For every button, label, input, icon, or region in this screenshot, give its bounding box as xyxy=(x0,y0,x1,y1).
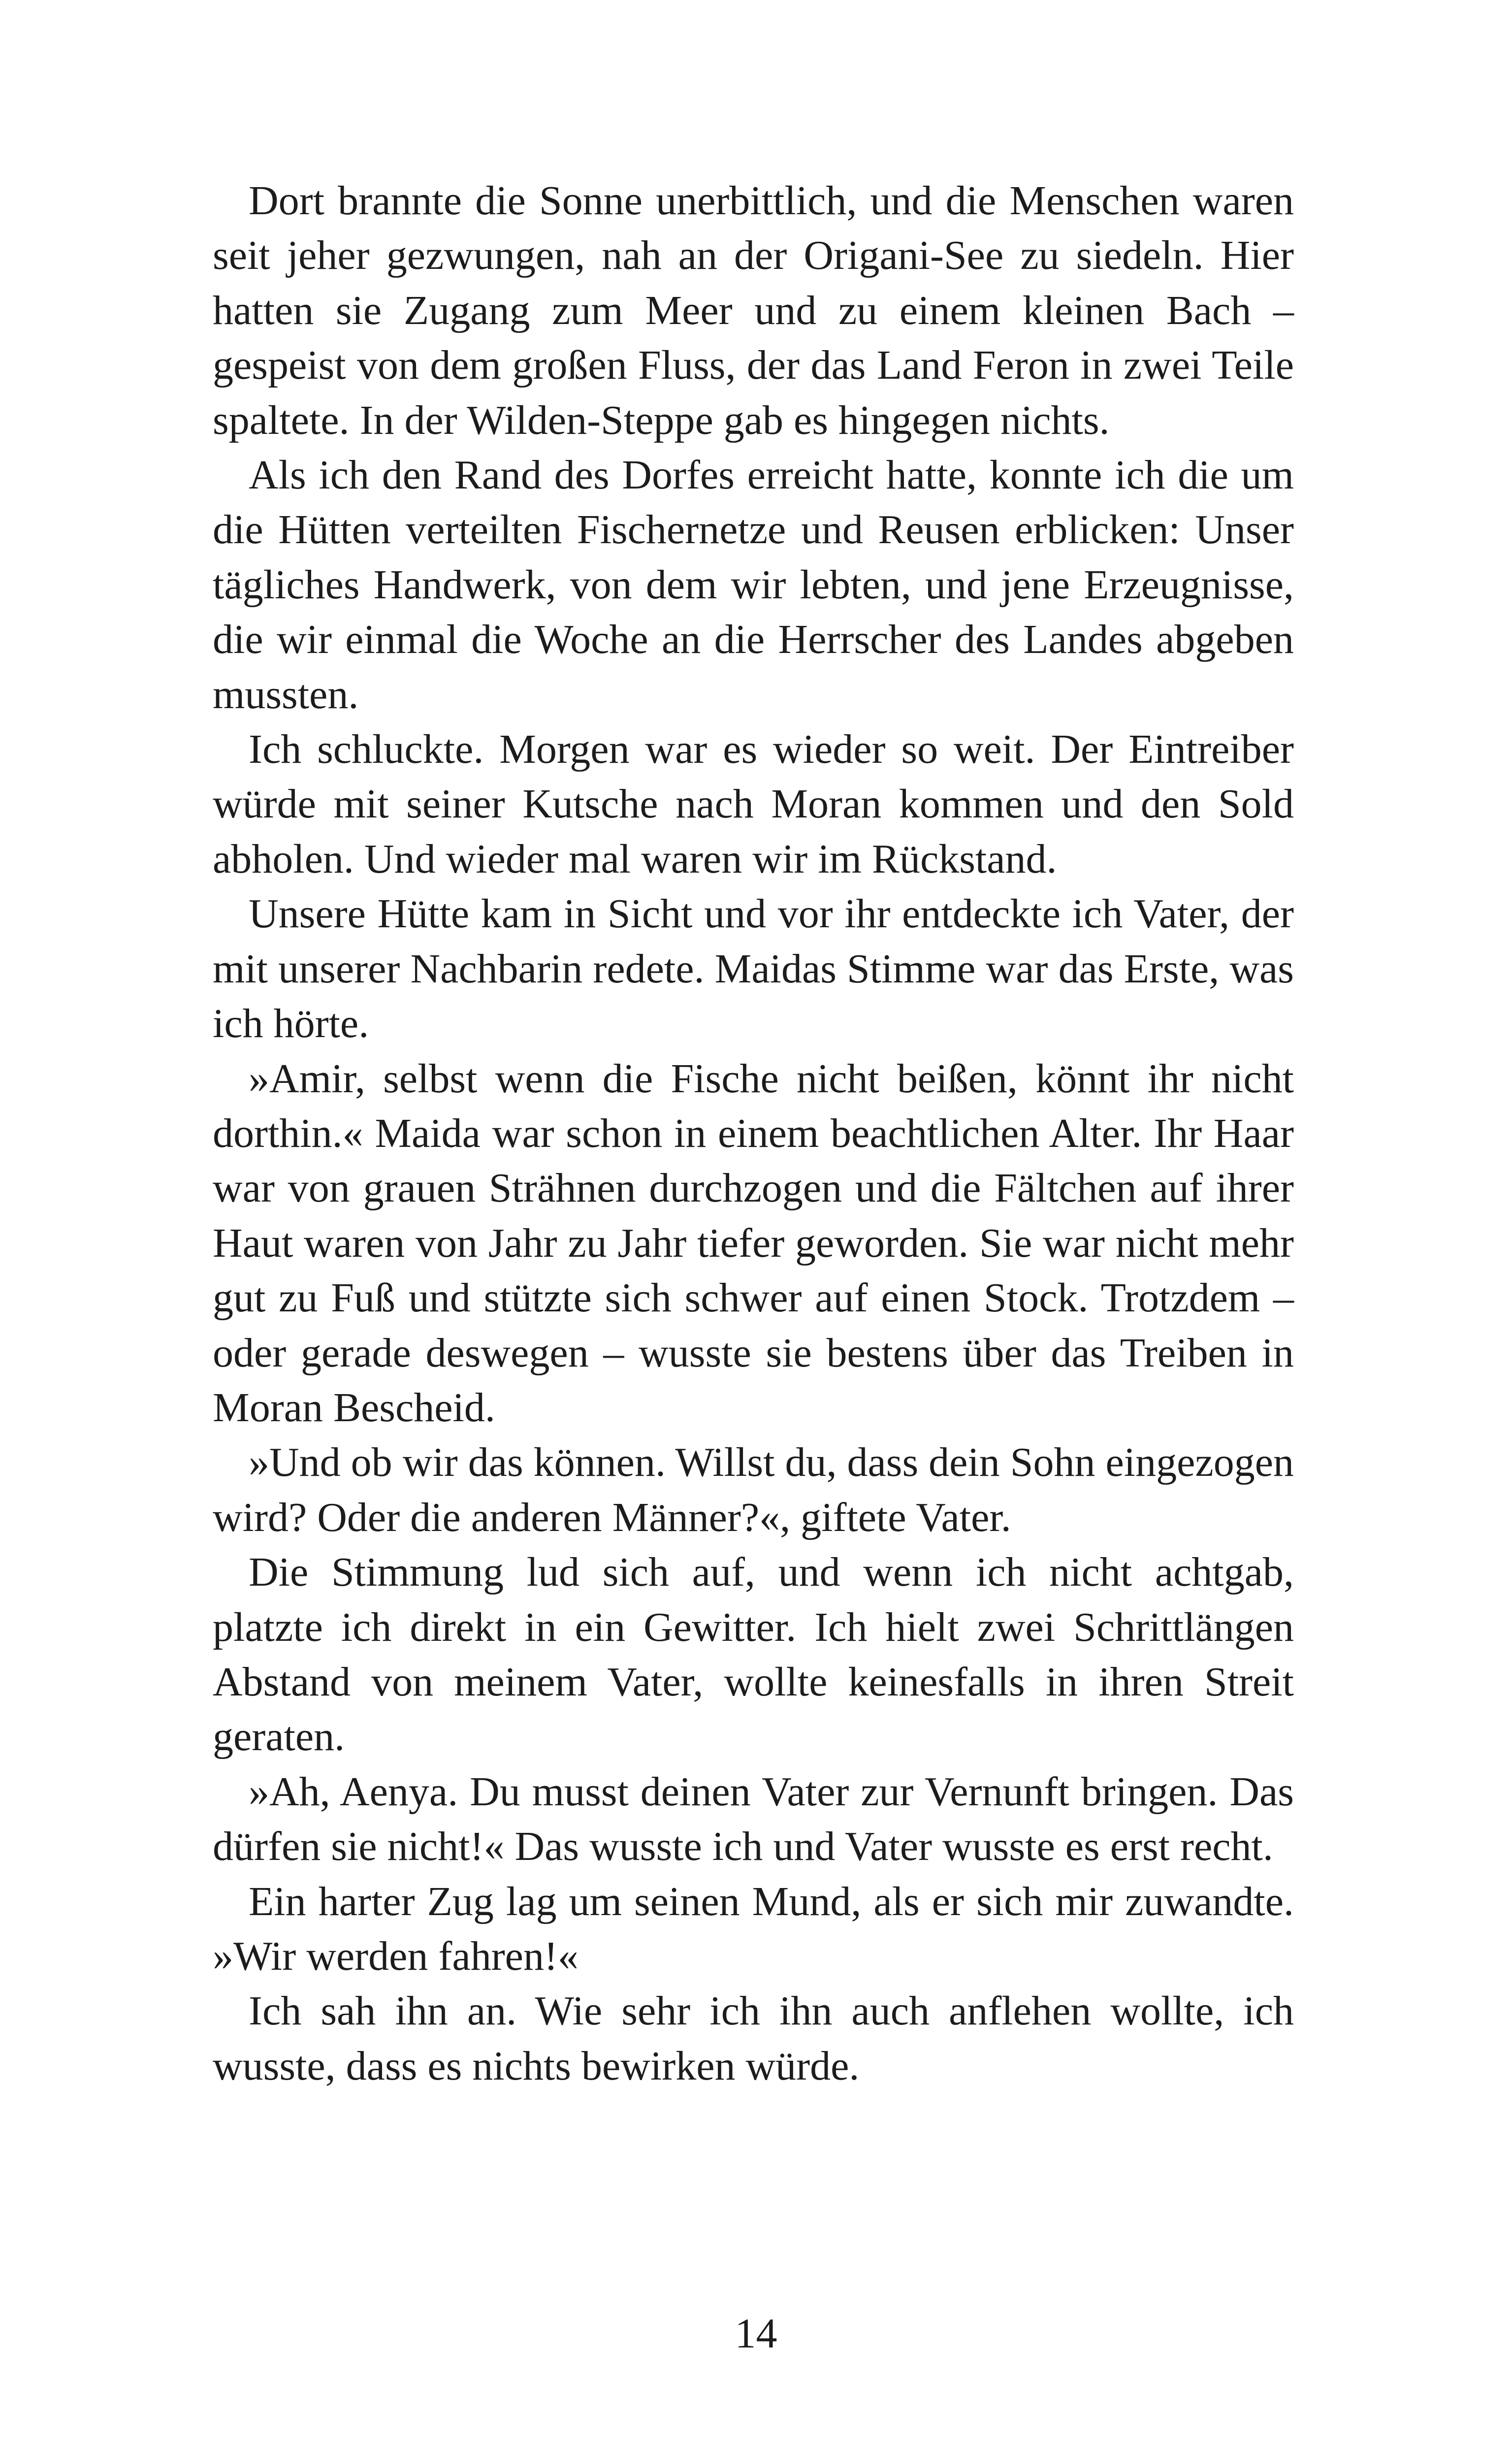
paragraph: Ich sah ihn an. Wie sehr ich ihn auch anflehen wollte, ich wusste, dass es nichts bewirken würde. xyxy=(213,1988,1294,2089)
paragraph: Die Stimmung lud sich auf, und wenn ich nicht achtgab, platzte ich direkt in ein Gewitter. Ich hielt zwei Schrittlängen Abstand von meinem Vater, wollte keinesfalls in ihren Streit geraten. xyxy=(213,1549,1294,1760)
paragraph: Als ich den Rand des Dorfes erreicht hatte, konnte ich die um die Hütten verteilten Fischernetze und Reusen erblicken: Unser tägliches Handwerk, von dem wir lebten, und jene Erzeugnisse, die wir einmal die Woche an die Herrscher des Landes abgeben mussten. xyxy=(213,452,1294,717)
paragraph: Unsere Hütte kam in Sicht und vor ihr entdeckte ich Vater, der mit unserer Nachbarin redete. Maidas Stimme war das Erste, was ich hörte. xyxy=(213,891,1294,1047)
paragraph: »Amir, selbst wenn die Fische nicht beißen, könnt ihr nicht dorthin.« Maida war schon in einem beachtlichen Alter. Ihr Haar war von grauen Strähnen durchzogen und die Fältchen auf ihrer Haut waren von Jahr zu Jahr tiefer geworden. Sie war nicht mehr gut zu Fuß und stützte sich schwer auf einen Stock. Trotzdem – oder gerade deswegen – wusste sie bestens über das Treiben in Moran Bescheid. xyxy=(213,1055,1294,1431)
paragraph: »Und ob wir das können. Willst du, dass dein Sohn eingezogen wird? Oder die anderen Männer?«, giftete Vater. xyxy=(213,1439,1294,1540)
paragraph: »Ah, Aenya. Du musst deinen Vater zur Vernunft bringen. Das dürfen sie nicht!« Das wusste ich und Vater wusste es erst recht. xyxy=(213,1768,1294,1870)
body-text xyxy=(213,173,1294,2093)
paragraph: Dort brannte die Sonne unerbittlich, und die Menschen waren seit jeher gezwungen, nah an der Origani-See zu siedeln. Hier hatten sie Zugang zum Meer und zu einem kleinen Bach – gespeist von dem großen Fluss, der das Land Feron in zwei Teile spaltete. In der Wilden-Steppe gab es hingegen nichts. xyxy=(213,178,1294,443)
page-number: 14 xyxy=(735,2310,777,2357)
paragraph: Ich schluckte. Morgen war es wieder so weit. Der Eintreiber würde mit seiner Kutsche nach Moran kommen und den Sold abholen. Und wieder mal waren wir im Rückstand. xyxy=(213,726,1294,882)
paragraph: Ein harter Zug lag um seinen Mund, als er sich mir zuwandte. »Wir werden fahren!« xyxy=(213,1878,1294,1979)
